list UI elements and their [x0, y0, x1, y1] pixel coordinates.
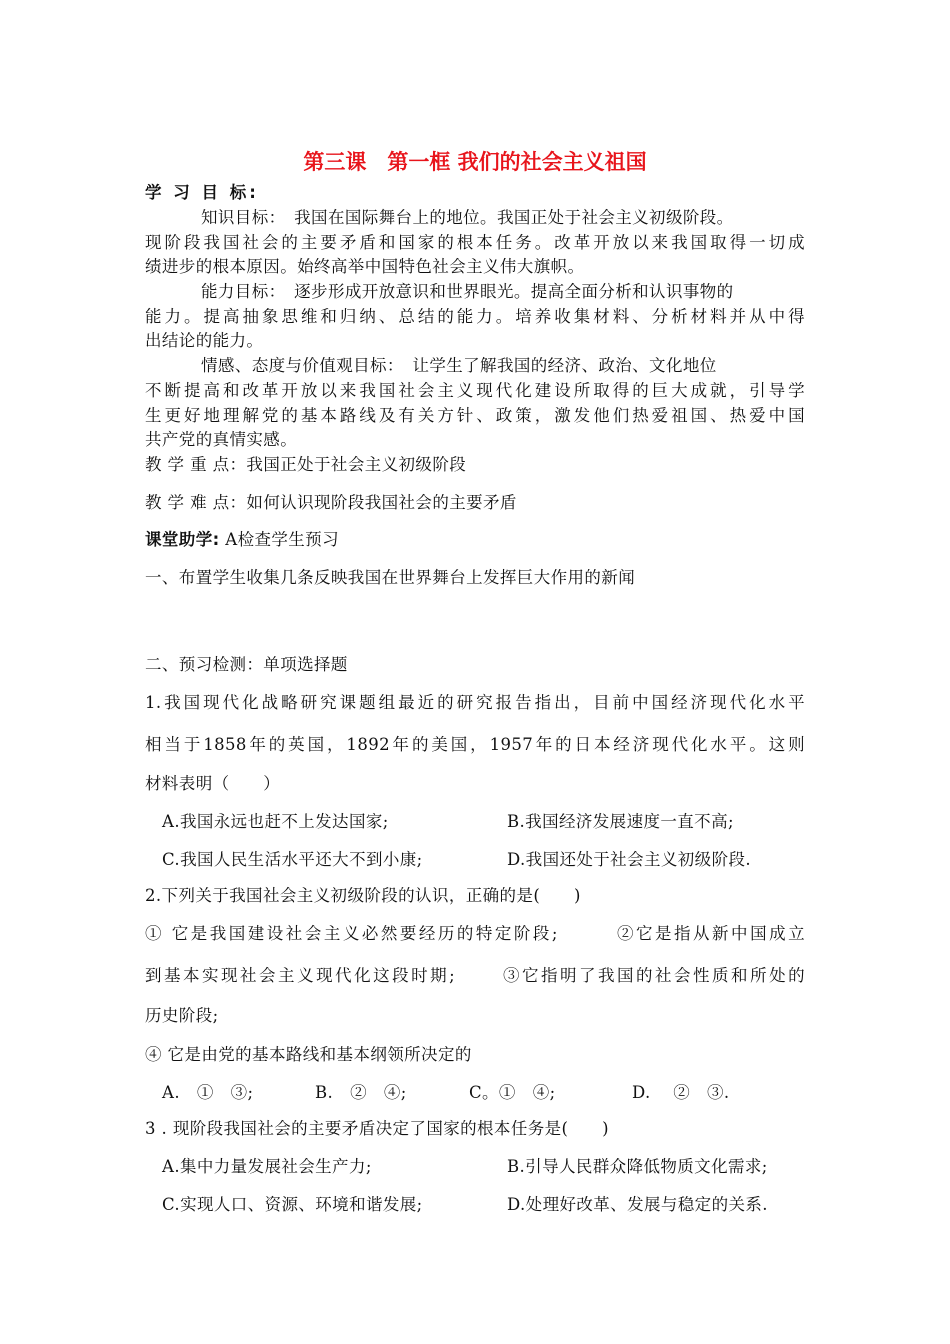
question-2-option-d: D. ② ③. [632, 1083, 730, 1102]
section-one: 一、布置学生收集几条反映我国在世界舞台上发挥巨大作用的新闻 [145, 568, 636, 587]
key-point: 教 学 重 点：我国正处于社会主义初级阶段 [145, 455, 467, 474]
ability-objective-line: 能力目标： 逐步形成开放意识和世界眼光。提高全面分析和认识事物的 [201, 282, 734, 301]
question-1-line: 材料表明（ ） [145, 774, 281, 793]
ability-objective-line: 出结论的能力。 [145, 331, 264, 350]
question-1-option-b: B.我国经济发展速度一直不高; [507, 812, 734, 831]
question-1-option-a: A.我国永远也赶不上发达国家; [162, 812, 389, 831]
question-2-option-b: B. ② ④; [315, 1083, 407, 1102]
question-3-option-c: C.实现人口、资源、环境和谐发展; [162, 1195, 423, 1214]
question-2-line: 历史阶段; [145, 1006, 219, 1025]
question-2-option-a: A. ① ③; [162, 1083, 254, 1102]
section-two: 二、预习检测：单项选择题 [145, 655, 348, 674]
emotion-objective-line: 不断提高和改革开放以来我国社会主义现代化建设所取得的巨大成就，引导学 [145, 381, 805, 400]
emotion-objective-line: 生更好地理解党的基本路线及有关方针、政策，激发他们热爱祖国、热爱中国 [145, 406, 805, 425]
classroom-help [145, 526, 339, 550]
question-2-line: 2.下列关于我国社会主义初级阶段的认识，正确的是( ) [145, 886, 581, 905]
question-1-option-c: C.我国人民生活水平还大不到小康; [162, 850, 423, 869]
ability-objective-line: 能力。提高抽象思维和归纳、总结的能力。培养收集材料、分析材料并从中得 [145, 307, 805, 326]
question-3-option-d: D.处理好改革、发展与稳定的关系. [507, 1195, 768, 1214]
classroom-help-text: A检查学生预习 [219, 530, 339, 549]
question-1-line: 相当于1858年的英国，1892年的美国，1957年的日本经济现代化水平。这则 [145, 735, 805, 754]
question-2-line: 到基本实现社会主义现代化这段时期; ③它指明了我国的社会性质和所处的 [145, 966, 805, 985]
knowledge-objective-line: 知识目标： 我国在国际舞台上的地位。我国正处于社会主义初级阶段。 [201, 208, 734, 227]
classroom-help-label: 课堂助学: [145, 530, 220, 549]
question-1-option-d: D.我国还处于社会主义初级阶段. [507, 850, 752, 869]
knowledge-objective-line: 现阶段我国社会的主要矛盾和国家的根本任务。改革开放以来我国取得一切成 [145, 233, 805, 252]
question-2-line: ① 它是我国建设社会主义必然要经历的特定阶段; ②它是指从新中国成立 [145, 924, 805, 943]
emotion-objective-line: 共产党的真情实感。 [145, 430, 298, 449]
question-3-option-a: A.集中力量发展社会生产力; [162, 1157, 372, 1176]
question-3-line: 3 . 现阶段我国社会的主要矛盾决定了国家的根本任务是( ) [145, 1119, 610, 1138]
emotion-objective-line: 情感、态度与价值观目标： 让学生了解我国的经济、政治、文化地位 [201, 356, 717, 375]
question-2-line: ④ 它是由党的基本路线和基本纲领所决定的 [145, 1045, 472, 1064]
difficulty-point: 教 学 难 点：如何认识现阶段我国社会的主要矛盾 [145, 493, 517, 512]
question-3-option-b: B.引导人民群众降低物质文化需求; [507, 1157, 768, 1176]
question-1-line: 1.我国现代化战略研究课题组最近的研究报告指出，目前中国经济现代化水平 [145, 693, 805, 712]
objectives-heading: 学 习 目 标: [145, 183, 259, 202]
page-title: 第三课 第一框 我们的社会主义祖国 [303, 150, 647, 174]
question-2-option-c: C。① ④; [469, 1083, 556, 1102]
knowledge-objective-line: 绩进步的根本原因。始终高举中国特色社会主义伟大旗帜。 [145, 257, 585, 276]
